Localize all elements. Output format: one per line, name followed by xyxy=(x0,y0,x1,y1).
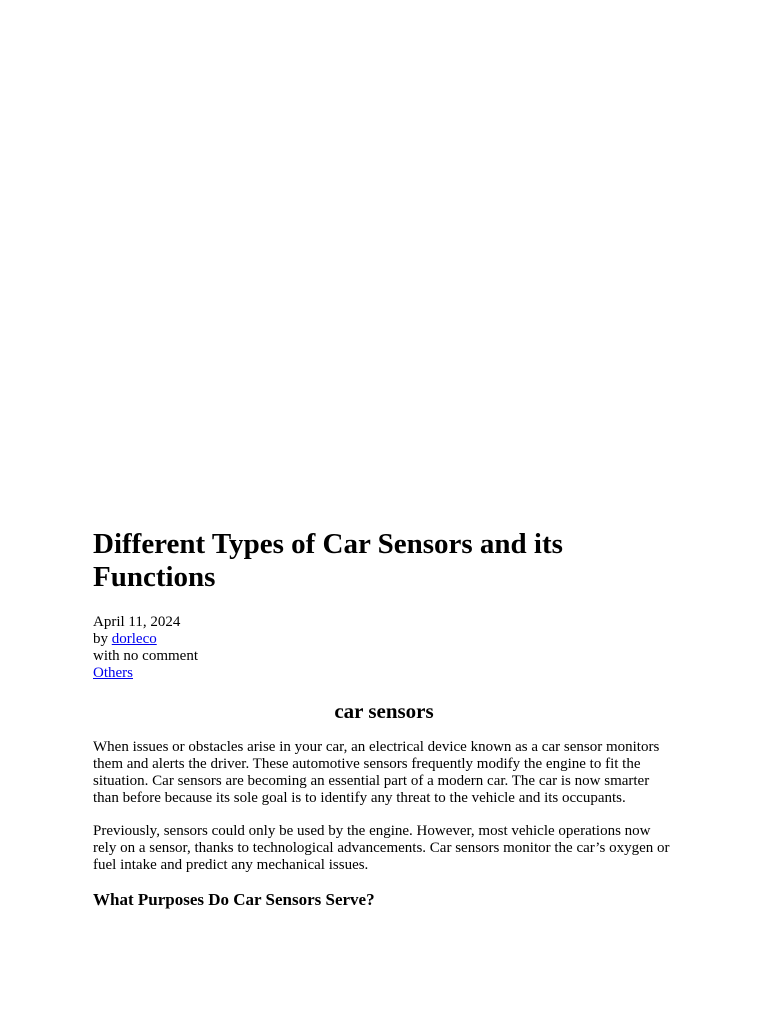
article xyxy=(93,528,675,910)
comment-count: with no comment xyxy=(93,648,198,664)
paragraph-history: Previously, sensors could only be used by the engine. However, most vehicle operations now rely on a sensor, thanks to technological advancements. Car sensors monitor the car’s oxygen or fuel intake and predict any mechanical issues. xyxy=(93,823,670,873)
article-meta xyxy=(93,614,675,682)
author-link[interactable]: dorleco xyxy=(111,631,157,647)
post-date: April 11, 2024 xyxy=(93,614,181,630)
paragraph-intro: When issues or obstacles arise in your car, an electrical device known as a car sensor monitors them and alerts the driver. These automotive sensors frequently modify the engine to fit the situation. Car sensors are becoming an essential part of a modern car. The car is now smarter than before because its sole goal is to identify any threat to the vehicle and its occupants. xyxy=(93,739,660,806)
by-label: by xyxy=(93,631,108,647)
category-link[interactable]: Others xyxy=(93,665,133,681)
section-heading: What Purposes Do Car Sensors Serve? xyxy=(93,890,375,909)
post-author-line xyxy=(93,631,675,648)
featured-image-alt-text: car sensors xyxy=(334,699,434,723)
article-title: Different Types of Car Sensors and its Functions xyxy=(93,528,563,593)
